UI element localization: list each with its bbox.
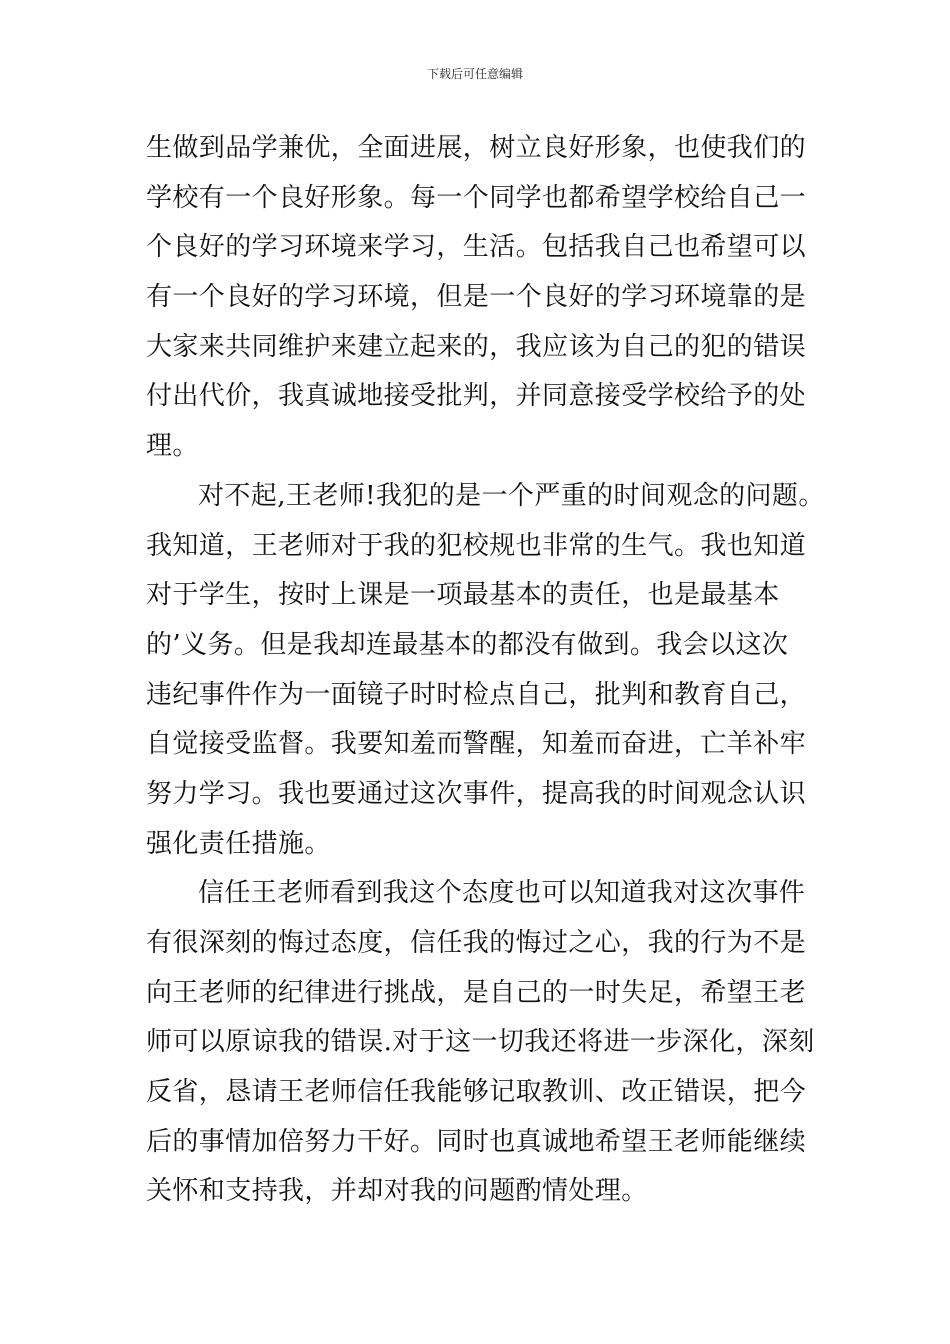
text-line: 的’义务。但是我却连最基本的都没有做到。我会以这次 (146, 629, 789, 660)
text-line: 生做到品学兼优，全面进展，树立良好形象，也使我们的 (146, 133, 807, 163)
text-line: 个良好的学习环境来学习，生活。包括我自己也希望可以 (146, 232, 807, 263)
document-body (146, 124, 846, 1217)
text-line: 努力学习。我也要通过这次事件，提高我的时间观念认识 (146, 778, 807, 809)
text-line: 自觉接受监督。我要知羞而警醒，知羞而奋进，亡羊补牢 (146, 729, 807, 760)
page-header: 下载后可任意编辑 (426, 67, 523, 81)
text-line: 有一个良好的学习环境，但是一个良好的学习环境靠的是 (146, 282, 807, 313)
text-line: 理。 (146, 431, 199, 462)
text-line: 反省，恳请王老师信任我能够记取教训、改正错误，把今 (146, 1077, 807, 1108)
paragraph-first-line: 对不起,王老师!我犯的是一个严重的时间观念的问题。 (198, 480, 825, 511)
text-line: 我知道，王老师对于我的犯校规也非常的生气。我也知道 (146, 530, 807, 561)
text-line: 违纪事件作为一面镜子时时检点自己，批判和教育自己， (146, 679, 807, 710)
text-line: 有很深刻的悔过态度，信任我的悔过之心，我的行为不是 (146, 928, 807, 958)
text-line: 对于学生，按时上课是一项最基本的责任，也是最基本 (146, 580, 780, 611)
text-line: 付出代价，我真诚地接受批判，并同意接受学校给予的处 (146, 381, 807, 412)
text-line: 大家来共同维护来建立起来的，我应该为自己的犯的错误 (146, 331, 807, 362)
text-line: 向王老师的纪律进行挑战，是自己的一时失足，希望王老 (146, 977, 807, 1008)
text-line: 师可以原谅我的错误.对于这一切我还将进一步深化，深刻 (146, 1027, 815, 1058)
text-line: 强化责任措施。 (146, 828, 331, 859)
text-line: 关怀和支持我，并却对我的问题酌情处理。 (146, 1176, 648, 1207)
text-line: 学校有一个良好形象。每一个同学也都希望学校给自己一 (146, 182, 807, 213)
text-line: 后的事情加倍努力干好。同时也真诚地希望王老师能继续 (146, 1126, 807, 1157)
paragraph-first-line: 信任王老师看到我这个态度也可以知道我对这次事件 (198, 878, 806, 909)
